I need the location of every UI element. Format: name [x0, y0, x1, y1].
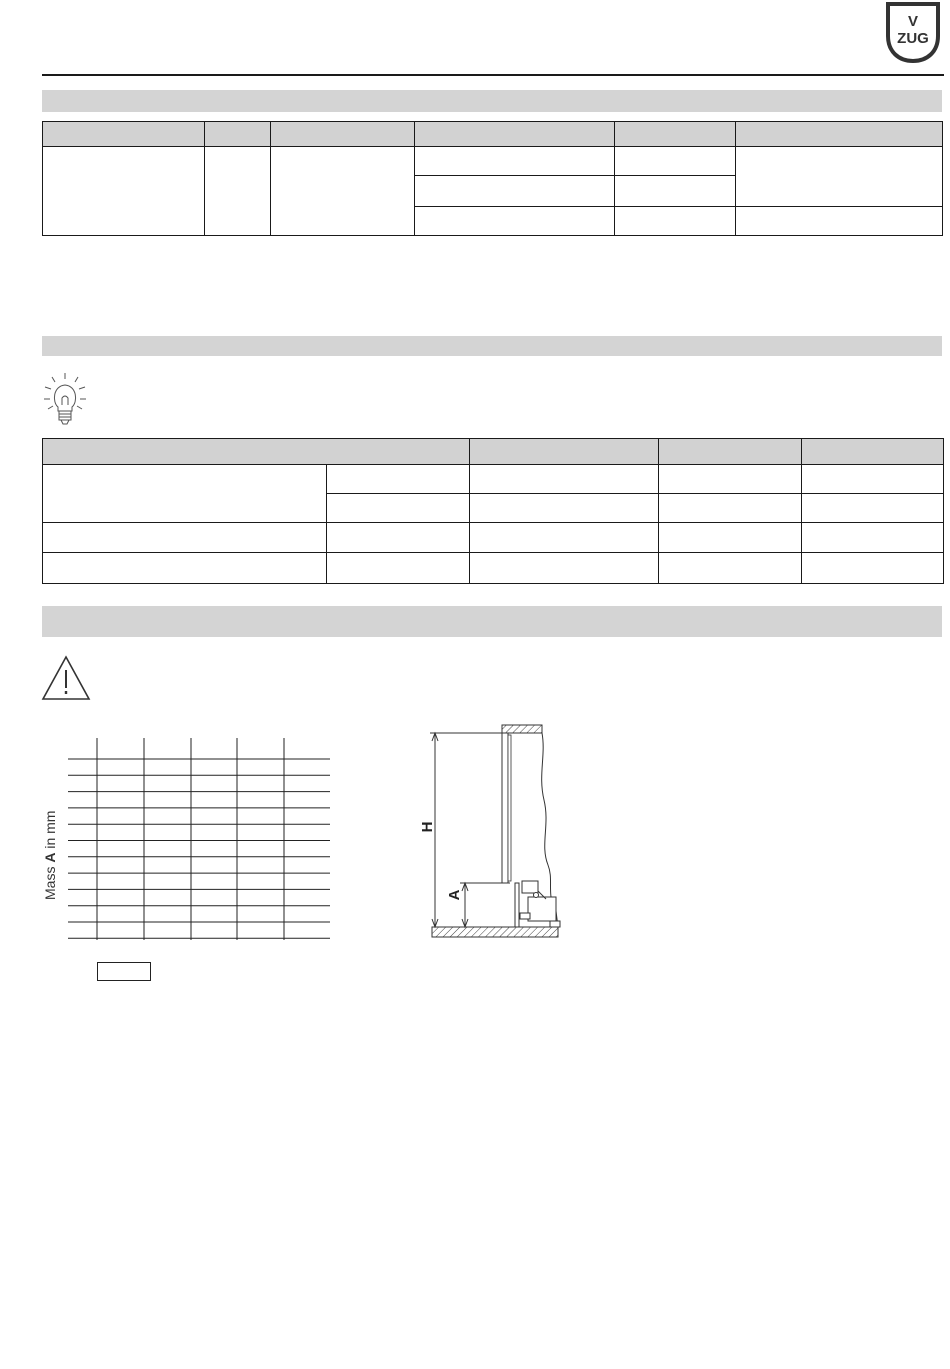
table-2-cell	[659, 553, 802, 584]
table-1-cell	[615, 207, 736, 236]
table-1-cell	[415, 147, 615, 176]
table-row	[43, 553, 944, 584]
dimension-label-a: A	[446, 889, 463, 901]
chart-y-axis-label-bold: A	[42, 852, 58, 863]
table-1-header-row	[43, 122, 943, 147]
table-2-cell	[470, 553, 659, 584]
table-2-cell	[659, 494, 802, 523]
table-2-cell	[802, 553, 944, 584]
table-2-header-cell	[802, 439, 944, 465]
chart-y-axis-label: Mass A in mm	[42, 810, 58, 900]
installation-section-drawing	[410, 715, 570, 945]
legend-box	[97, 962, 151, 981]
table-1-cell	[736, 147, 943, 207]
table-1-header-cell	[205, 122, 271, 147]
table-1	[42, 121, 943, 236]
table-row	[43, 523, 944, 553]
table-2-cell	[327, 494, 470, 523]
dimension-label-h: H	[419, 821, 436, 833]
table-1-header-cell	[43, 122, 205, 147]
lightbulb-icon	[42, 372, 88, 426]
vzug-logo	[884, 2, 942, 64]
table-2-cell	[470, 465, 659, 494]
table-2-cell	[659, 465, 802, 494]
table-2	[42, 438, 944, 584]
table-2-cell	[802, 494, 944, 523]
table-2-cell	[327, 553, 470, 584]
table-1-cell	[736, 207, 943, 236]
table-1-cell	[615, 176, 736, 207]
logo-letter-v: V	[907, 13, 919, 30]
table-1-cell	[205, 147, 271, 236]
table-2-cell	[43, 465, 327, 523]
table-1-cell	[415, 207, 615, 236]
table-2-header-cell	[659, 439, 802, 465]
table-2-cell	[327, 465, 470, 494]
table-2-cell	[802, 465, 944, 494]
table-1-header-cell	[271, 122, 415, 147]
table-row	[43, 465, 944, 494]
table-1-header-cell	[415, 122, 615, 147]
section-bar-2	[42, 336, 942, 356]
mass-grid-chart	[60, 730, 340, 945]
table-2-cell	[43, 523, 327, 553]
table-1-cell	[43, 147, 205, 236]
logo-letters-zug: ZUG	[897, 30, 929, 47]
table-1-cell	[415, 176, 615, 207]
table-2-cell	[470, 523, 659, 553]
warning-triangle-icon	[41, 655, 91, 701]
header-rule	[42, 74, 944, 76]
table-row	[43, 147, 943, 176]
table-2-cell	[659, 523, 802, 553]
table-1-header-cell	[736, 122, 943, 147]
section-bar-1	[42, 90, 942, 112]
table-2-cell	[327, 523, 470, 553]
table-2-header-cell	[43, 439, 470, 465]
table-2-header-cell	[470, 439, 659, 465]
table-2-header-row	[43, 439, 944, 465]
table-1-cell	[615, 147, 736, 176]
table-2-cell	[43, 553, 327, 584]
table-2-cell	[802, 523, 944, 553]
table-2-cell	[470, 494, 659, 523]
table-1-cell	[271, 147, 415, 236]
table-1-header-cell	[615, 122, 736, 147]
section-bar-3	[42, 606, 942, 637]
